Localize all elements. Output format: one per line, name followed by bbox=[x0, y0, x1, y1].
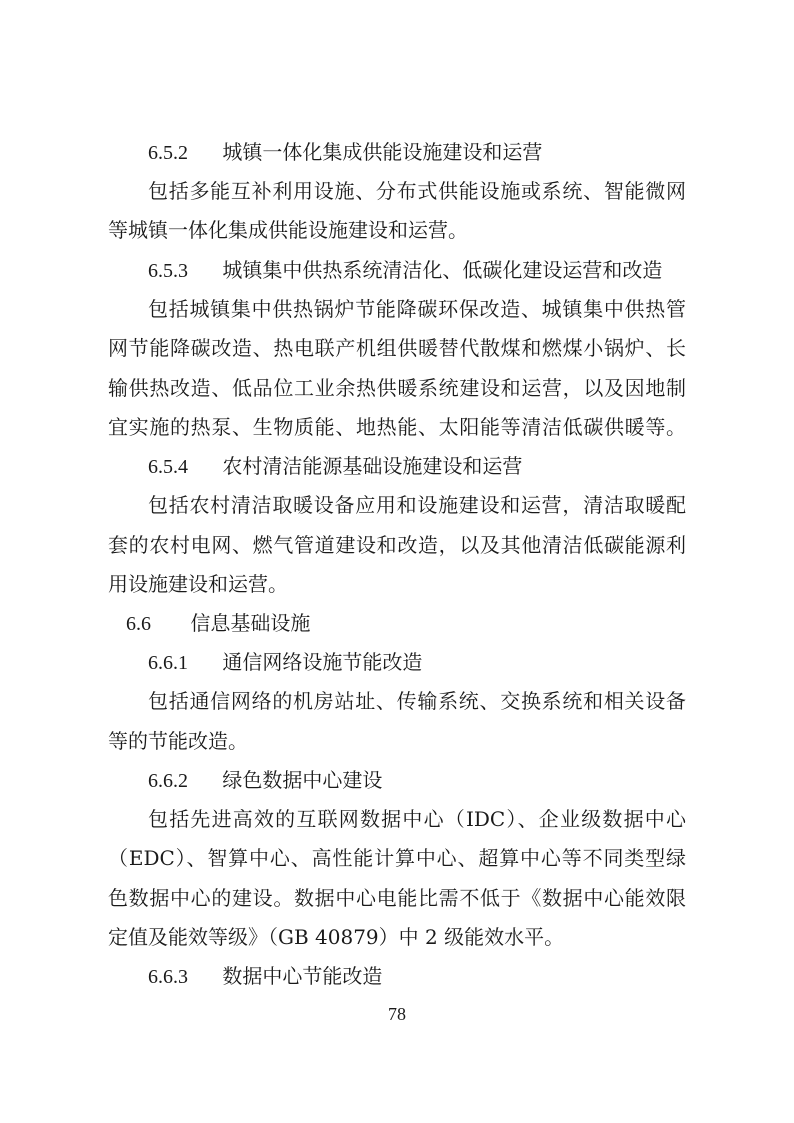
section-heading-6-6-1 bbox=[148, 647, 726, 677]
section-heading-6-6-3 bbox=[148, 961, 726, 991]
section-heading-6-6 bbox=[126, 608, 704, 638]
paragraph-line: 宜实施的热泵、生物质能、地热能、太阳能等清洁低碳供暖等。 bbox=[108, 415, 686, 439]
section-title: 城镇一体化集成供能设施建设和运营 bbox=[222, 140, 543, 164]
section-heading-6-5-2 bbox=[148, 137, 726, 167]
paragraph-line: 包括通信网络的机房站址、传输系统、交换系统和相关设备 bbox=[148, 689, 686, 713]
section-number: 6.6.2 bbox=[148, 770, 188, 792]
paragraph-line: 输供热改造、低品位工业余热供暖系统建设和运营，以及因地制 bbox=[108, 376, 686, 400]
section-number: 6.5.2 bbox=[148, 142, 188, 164]
paragraph-line: 包括先进高效的互联网数据中心（IDC）、企业级数据中心 bbox=[148, 807, 686, 831]
section-number: 6.6.1 bbox=[148, 652, 188, 674]
section-number: 6.5.3 bbox=[148, 260, 188, 282]
paragraph-line: （EDC）、智算中心、高性能计算中心、超算中心等不同类型绿 bbox=[108, 846, 686, 870]
section-title: 信息基础设施 bbox=[190, 611, 311, 635]
section-title: 城镇集中供热系统清洁化、低碳化建设运营和改造 bbox=[222, 258, 663, 282]
section-heading-6-5-3 bbox=[148, 255, 726, 285]
section-number: 6.6 bbox=[126, 613, 151, 635]
section-title: 通信网络设施节能改造 bbox=[222, 650, 423, 674]
section-heading-6-6-2 bbox=[148, 765, 726, 795]
paragraph-line: 包括多能互补利用设施、分布式供能设施或系统、智能微网 bbox=[148, 179, 686, 203]
paragraph-line: 等城镇一体化集成供能设施建设和运营。 bbox=[108, 218, 468, 242]
section-title: 农村清洁能源基础设施建设和运营 bbox=[222, 454, 523, 478]
section-number: 6.6.3 bbox=[148, 966, 188, 988]
paragraph-line: 定值及能效等级》（GB 40879）中 2 级能效水平。 bbox=[108, 925, 565, 949]
section-heading-6-5-4 bbox=[148, 451, 726, 481]
section-title: 绿色数据中心建设 bbox=[222, 768, 383, 792]
paragraph-line: 套的农村电网、燃气管道建设和改造，以及其他清洁低碳能源利 bbox=[108, 533, 686, 557]
page-number: 78 bbox=[388, 1004, 406, 1024]
paragraph-line: 用设施建设和运营。 bbox=[108, 572, 288, 596]
paragraph-line: 包括城镇集中供热锅炉节能降碳环保改造、城镇集中供热管 bbox=[148, 297, 686, 321]
section-title: 数据中心节能改造 bbox=[222, 964, 383, 988]
paragraph-line: 包括农村清洁取暖设备应用和设施建设和运营，清洁取暖配 bbox=[148, 493, 686, 517]
section-number: 6.5.4 bbox=[148, 456, 188, 478]
paragraph-line: 色数据中心的建设。数据中心电能比需不低于《数据中心能效限 bbox=[108, 886, 686, 910]
paragraph-line: 等的节能改造。 bbox=[108, 729, 248, 753]
paragraph-line: 网节能降碳改造、热电联产机组供暖替代散煤和燃煤小锅炉、长 bbox=[108, 336, 686, 360]
